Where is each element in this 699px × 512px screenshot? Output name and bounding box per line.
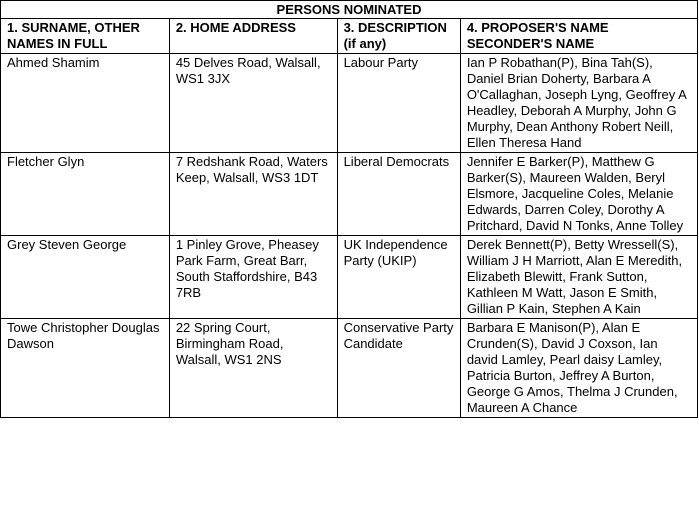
candidate-description: Liberal Democrats bbox=[337, 153, 460, 236]
header-proposer-seconder: 4. PROPOSER'S NAME SECONDER'S NAME bbox=[460, 19, 697, 54]
candidate-proposers: Ian P Robathan(P), Bina Tah(S), Daniel Brian Doherty, Barbara A O'Callaghan, Joseph Lyng, Geoffrey A Headley, Deborah A Murphy, John G Murphy, Dean Anthony Robert Neill, Ellen Theresa Hand bbox=[460, 54, 697, 153]
candidate-proposers: Jennifer E Barker(P), Matthew G Barker(S), Maureen Walden, Beryl Elsmore, Jacqueline Coles, Melanie Edwards, Darren Coley, Dorothy A Pritchard, David N Tonks, Anne Tolley bbox=[460, 153, 697, 236]
candidate-address: 45 Delves Road, Walsall, WS1 3JX bbox=[169, 54, 337, 153]
candidate-proposers: Barbara E Manison(P), Alan E Crunden(S), David J Coxson, Ian david Lamley, Pearl daisy Lamley, Patricia Burton, Jeffrey A Burton, George G Amos, Thelma J Crunden, Maureen A Chance bbox=[460, 319, 697, 418]
candidate-name: Ahmed Shamim bbox=[1, 54, 170, 153]
header-surname: 1. SURNAME, OTHER NAMES IN FULL bbox=[1, 19, 170, 54]
table-row bbox=[1, 153, 698, 236]
candidate-address: 22 Spring Court, Birmingham Road, Walsall, WS1 2NS bbox=[169, 319, 337, 418]
table-row bbox=[1, 236, 698, 319]
header-row bbox=[1, 19, 698, 54]
candidate-proposers: Derek Bennett(P), Betty Wressell(S), William J H Marriott, Alan E Meredith, Elizabeth Blewitt, Frank Sutton, Kathleen M Watt, Jason E Smith, Gillian P Kain, Stephen A Kain bbox=[460, 236, 697, 319]
header-home-address: 2. HOME ADDRESS bbox=[169, 19, 337, 54]
table-row bbox=[1, 319, 698, 418]
candidate-name: Towe Christopher Douglas Dawson bbox=[1, 319, 170, 418]
header-description: 3. DESCRIPTION (if any) bbox=[337, 19, 460, 54]
table-title: PERSONS NOMINATED bbox=[1, 1, 698, 19]
candidate-description: UK Independence Party (UKIP) bbox=[337, 236, 460, 319]
candidate-address: 1 Pinley Grove, Pheasey Park Farm, Great Barr, South Staffordshire, B43 7RB bbox=[169, 236, 337, 319]
title-row bbox=[1, 1, 698, 19]
candidate-description: Conservative Party Candidate bbox=[337, 319, 460, 418]
candidate-address: 7 Redshank Road, Waters Keep, Walsall, WS3 1DT bbox=[169, 153, 337, 236]
table-row bbox=[1, 54, 698, 153]
candidate-name: Grey Steven George bbox=[1, 236, 170, 319]
candidate-name: Fletcher Glyn bbox=[1, 153, 170, 236]
candidate-description: Labour Party bbox=[337, 54, 460, 153]
